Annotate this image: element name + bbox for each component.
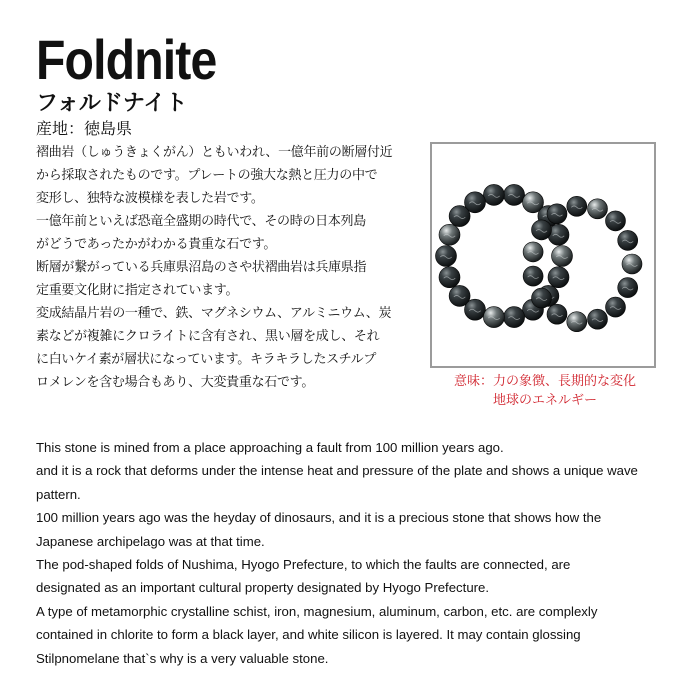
bead xyxy=(618,278,638,298)
bead xyxy=(532,288,552,308)
bead xyxy=(547,304,567,324)
bead xyxy=(449,206,470,227)
en-description-line: designated as an important cultural property designated by Hyogo Prefecture. xyxy=(36,580,490,596)
jp-description-line: 変形し、独特な波模様を表した岩です。 xyxy=(36,191,264,206)
en-description-line: Stilpnomelane that`s why is a very valuable stone. xyxy=(36,650,329,666)
en-description-line: pattern. xyxy=(36,486,81,502)
bead xyxy=(504,307,525,328)
bead xyxy=(552,246,573,267)
bead xyxy=(618,230,638,250)
bead xyxy=(483,307,504,328)
meaning-caption xyxy=(420,372,670,410)
bracelet-photo-frame xyxy=(430,142,656,368)
jp-description-line: に白いケイ素が層状になっています。キラキラしたスチルプ xyxy=(36,352,377,367)
jp-description-line: 断層が繋がっている兵庫県沼島のさや状褶曲岩は兵庫県指 xyxy=(36,260,367,275)
bead xyxy=(547,204,567,224)
product-title: Foldnite xyxy=(36,28,217,91)
en-description-line: A type of metamorphic crystalline schist, iron, magnesium, aluminum, carbon, etc. are complexly xyxy=(36,603,598,619)
jp-description-line: がどうであったかがわかる貴重な石です。 xyxy=(36,237,277,252)
bead xyxy=(532,220,552,240)
bead xyxy=(439,224,460,245)
bead xyxy=(523,266,543,286)
en-description-line: 100 million years ago was the heyday of dinosaurs, and it is a precious stone that shows how the xyxy=(36,510,602,526)
bead xyxy=(567,312,587,332)
jp-description-line: ロメレンを含む場合もあり、大変貴重な石です。 xyxy=(36,375,315,390)
bracelet-photo xyxy=(432,144,654,366)
bead xyxy=(622,254,642,274)
bead xyxy=(465,299,486,320)
jp-description-line: 素などが複雑にクロライトに含有され、黒い層を成し、それ xyxy=(36,329,380,344)
bead xyxy=(588,309,608,329)
jp-description-line: 褶曲岩（しゅうきょくがん）ともいわれ、一億年前の断層付近 xyxy=(36,145,393,160)
bead xyxy=(436,246,457,267)
bead xyxy=(567,196,587,216)
bead xyxy=(523,242,543,262)
jp-description-line: から採取されたものです。プレートの強大な熱と圧力の中で xyxy=(36,168,378,183)
en-description-line: Japanese archipelago was at that time. xyxy=(36,533,265,549)
bead xyxy=(588,199,608,219)
japanese-description xyxy=(36,141,408,394)
bead xyxy=(606,297,626,317)
en-description-line: contained in chlorite to form a black layer, and white silicon is layered. It may contain glossing xyxy=(36,627,581,643)
bead xyxy=(548,267,569,288)
meaning-line-2: 地球のエネルギー xyxy=(492,393,597,408)
english-description xyxy=(36,436,676,670)
en-description-line: This stone is mined from a place approaching a fault from 100 million years ago. xyxy=(36,440,504,455)
origin-label: 産地：徳島県 xyxy=(36,119,133,138)
en-description-line: The pod-shaped folds of Nushima, Hyogo Prefecture, to which the faults are connected, are xyxy=(36,557,571,573)
bead xyxy=(439,267,460,288)
jp-description-line: 定重要文化財に指定されています。 xyxy=(36,283,239,298)
jp-description-line: 一億年前といえば恐竜全盛期の時代で、その時の日本列島 xyxy=(36,214,366,229)
bead xyxy=(504,184,525,205)
bead xyxy=(606,211,626,231)
bead xyxy=(483,184,504,205)
en-description-line: and it is a rock that deforms under the intense heat and pressure of the plate and shows a unique wave xyxy=(36,463,638,479)
jp-description-line: 変成結晶片岩の一種で、鉄、マグネシウム、アルミニウム、炭 xyxy=(36,306,392,321)
product-title-kana: フォルドナイト xyxy=(36,91,188,116)
meaning-line-1: 意味：力の象徴、長期的な変化 xyxy=(453,374,636,389)
